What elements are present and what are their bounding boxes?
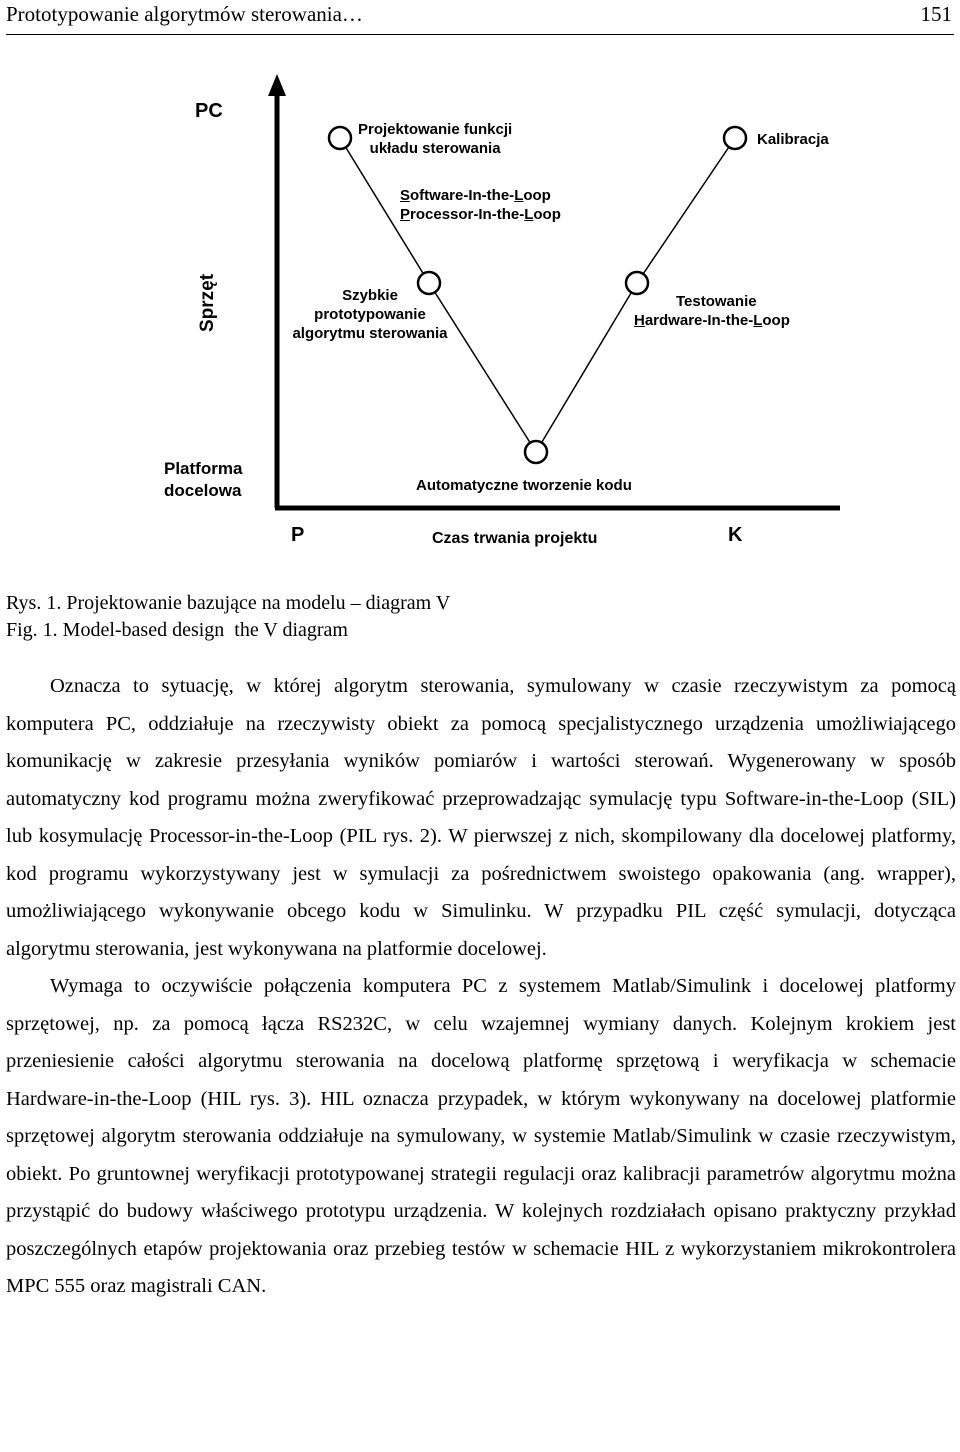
pil-label: Processor-In-the-Loop <box>400 206 561 223</box>
body-text <box>6 668 956 1306</box>
hil-testing-label <box>634 292 790 330</box>
sil-pil-label <box>400 186 561 224</box>
design-label-line1: Projektowanie funkcji <box>358 121 513 138</box>
hil-label: Hardware-In-the-Loop <box>634 312 790 329</box>
node-hil-testing <box>626 272 648 294</box>
calibration-label: Kalibracja <box>757 131 829 148</box>
node-calibration <box>724 127 746 149</box>
paragraph-1: Oznacza to sytuację, w której algorytm sterowania, symulowany w czasie rzeczywistym za pomocą komputera PC, oddziałuje na rzeczywisty obiekt za pomocą specjalistycznego urządzenia umożliwiającego komunikację w zakresie przesyłania wyników pomiarów i wartości sterowań. Wygenerowany w sposób automatyczny kod programu można zweryfikować przeprowadzając symulację typu Software-in-the-Loop (SIL) lub kosymulację Processor-in-the-Loop (PIL rys. 2). W pierwszej z nich, skompilowany dla docelowej platformy, kod programu wykorzystywany jest w symulacji za pośrednictwem swoistego opakowania (ang. wrapper), umożliwiającego wykonywanie obcego kodu w Simulinku. W przypadku PIL część symulacji, dotycząca algorytmu sterowania, jest wykonywana na platformie docelowej. <box>6 675 956 960</box>
figure-captions <box>6 590 450 644</box>
sil-label: Software-In-the-Loop <box>400 187 551 204</box>
x-axis-end-label: K <box>728 524 743 546</box>
y-axis-bottom-label <box>164 458 242 502</box>
rapid-label-line2: prototypowanie <box>314 306 426 323</box>
design-label <box>358 120 512 158</box>
rapid-label-line3: algorytmu sterowania <box>292 325 448 342</box>
running-head <box>6 2 954 32</box>
y-axis-bottom-line1: Platforma <box>164 459 243 478</box>
x-axis-start-label: P <box>291 524 305 546</box>
code-generation-label: Automatyczne tworzenie kodu <box>416 477 632 494</box>
testing-label: Testowanie <box>676 293 757 310</box>
y-axis-label: Sprzęt <box>197 273 218 332</box>
v-diagram-figure <box>0 70 960 590</box>
y-axis-bottom-line2: docelowa <box>164 481 242 500</box>
rapid-label-line1: Szybkie <box>342 287 398 304</box>
node-design <box>329 127 351 149</box>
rapid-prototyping-label <box>284 286 456 343</box>
caption-pl: Rys. 1. Projektowanie bazujące na modelu – diagram V <box>6 592 451 614</box>
design-label-line2: układu sterowania <box>369 140 501 157</box>
y-axis-top-label: PC <box>195 100 223 122</box>
y-axis-arrow <box>268 74 286 96</box>
x-axis-label: Czas trwania projektu <box>432 530 598 547</box>
paragraph-2: Wymaga to oczywiście połączenia komputera PC z systemem Matlab/Simulink i docelowej platformy sprzętowej, np. za pomocą łącza RS232C, w celu wzajemnej wymiany danych. Kolejnym krokiem jest przeniesienie całości algorytmu sterowania na docelową platformę sprzętową i weryfikacja w schemacie Hardware-in-the-Loop (HIL rys. 3). HIL oznacza przypadek, w którym wykonywany na docelowej platformie sprzętowej algorytm sterowania oddziałuje na symulowany, w systemie Matlab/Simulink w czasie rzeczywistym, obiekt. Po gruntownej weryfikacji prototypowanej strategii regulacji oraz kalibracji parametrów algorytmu można przystąpić do budowy właściwego prototypu urządzenia. W kolejnych rozdziałach opisano praktyczny przykład poszczególnych etapów projektowania oraz przebieg testów w schemacie HIL z wykorzystaniem mikrokontrolera MPC 555 oraz magistrali CAN. <box>6 975 956 1297</box>
page-number: 151 <box>920 2 952 26</box>
node-code-generation <box>525 441 547 463</box>
running-head-title: Prototypowanie algorytmów sterowania… <box>6 2 363 26</box>
caption-en: Fig. 1. Model-based design the V diagram <box>6 619 348 641</box>
header-rule <box>6 34 954 35</box>
